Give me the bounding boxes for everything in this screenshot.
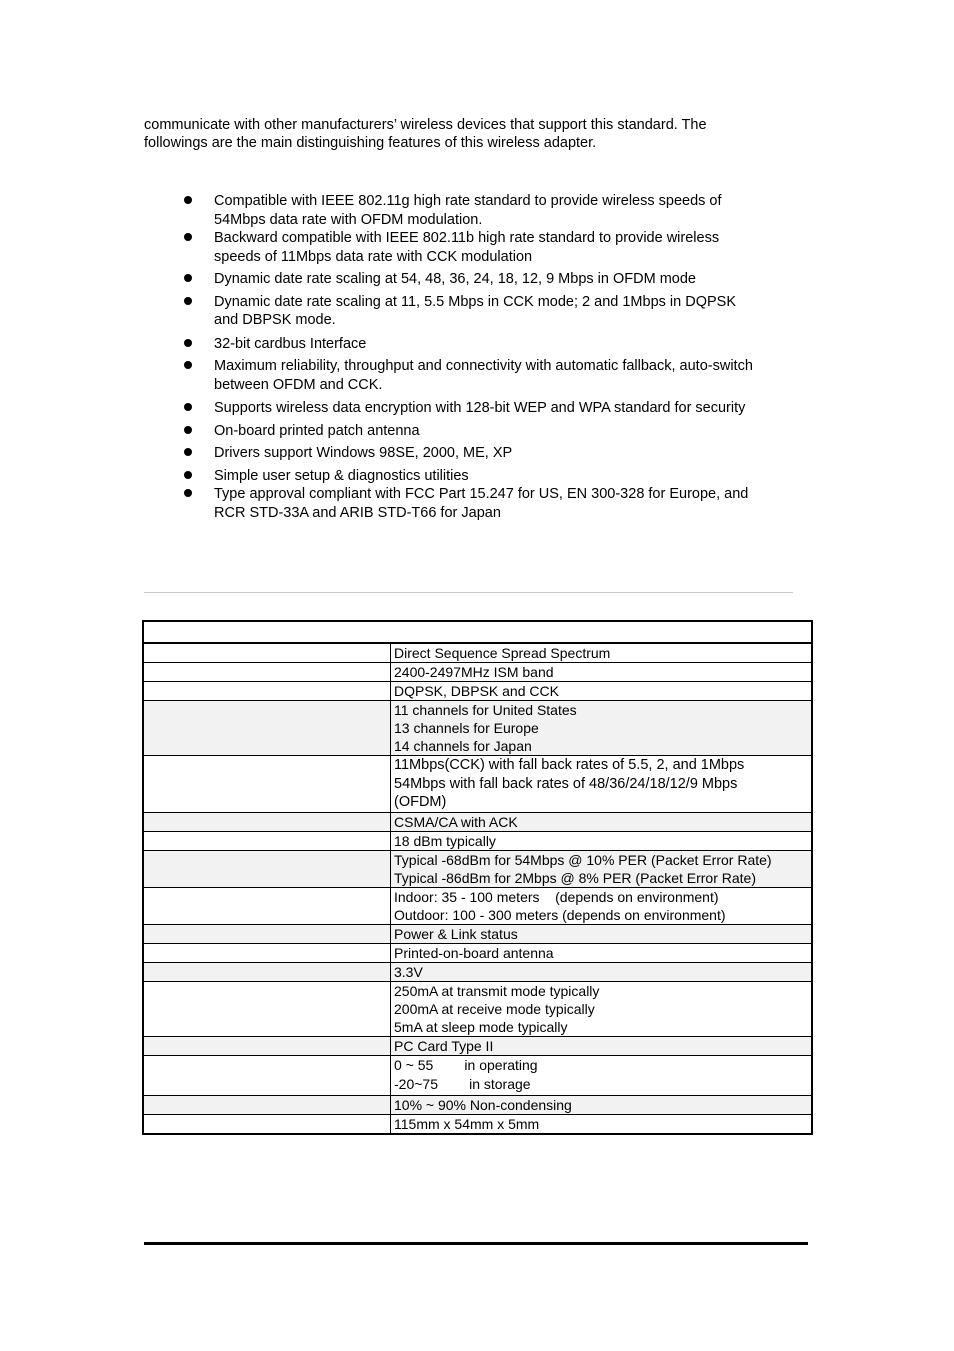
intro-line-1: communicate with other manufacturers’ wireless devices that support this standard. The — [144, 117, 707, 133]
table-row: 3.3V — [143, 962, 812, 981]
feature-item: Drivers support Windows 98SE, 2000, ME, XP — [180, 444, 820, 463]
feature-item: Maximum reliability, throughput and connectivity with automatic fallback, auto-switch between OFDM and CCK. — [180, 357, 820, 394]
table-row: 11Mbps(CCK) with fall back rates of 5.5, 2, and 1Mbps 54Mbps with fall back rates of 48/36/24/18/12/9 Mbps (OFDM) — [143, 756, 812, 813]
table-row: 18 dBm typically — [143, 831, 812, 850]
feature-item: Supports wireless data encryption with 128-bit WEP and WPA standard for security — [180, 399, 820, 418]
footer-rule — [144, 1242, 808, 1245]
table-row: CSMA/CA with ACK — [143, 812, 812, 831]
table-row: 250mA at transmit mode typically 200mA at receive mode typically 5mA at sleep mode typically — [143, 981, 812, 1036]
feature-item: On-board printed patch antenna — [180, 422, 820, 441]
intro-paragraph — [144, 116, 824, 152]
table-row: PC Card Type II — [143, 1036, 812, 1055]
feature-item: 32-bit cardbus Interface — [180, 335, 820, 354]
table-row: 11 channels for United States 13 channels for Europe 14 channels for Japan — [143, 701, 812, 756]
feature-list — [180, 192, 820, 522]
feature-item: Type approval compliant with FCC Part 15.247 for US, EN 300-328 for Europe, and RCR STD-33A and ARIB STD-T66 for Japan — [180, 485, 820, 522]
feature-item: Simple user setup & diagnostics utilities — [180, 467, 820, 486]
table-row: 10% ~ 90% Non-condensing — [143, 1095, 812, 1114]
table-header-row — [143, 621, 812, 643]
specification-table — [142, 620, 813, 1135]
feature-item: Backward compatible with IEEE 802.11b high rate standard to provide wireless speeds of 11Mbps data rate with CCK modulation — [180, 229, 820, 266]
feature-item: Dynamic date rate scaling at 54, 48, 36, 24, 18, 12, 9 Mbps in OFDM mode — [180, 270, 820, 289]
table-row: 2400-2497MHz ISM band — [143, 663, 812, 682]
table-row: Typical -68dBm for 54Mbps @ 10% PER (Packet Error Rate) Typical -86dBm for 2Mbps @ 8% PER (Packet Error Rate) — [143, 850, 812, 887]
table-row: Indoor: 35 - 100 meters (depends on environment) Outdoor: 100 - 300 meters (depends on environment) — [143, 887, 812, 924]
section-divider — [144, 592, 793, 593]
intro-line-2: followings are the main distinguishing features of this wireless adapter. — [144, 135, 597, 151]
feature-item: Compatible with IEEE 802.11g high rate standard to provide wireless speeds of 54Mbps data rate with OFDM modulation. — [180, 192, 820, 229]
table-row: 0 ~ 55 in operating -20~75 in storage — [143, 1055, 812, 1095]
table-row: DQPSK, DBPSK and CCK — [143, 682, 812, 701]
table-row: Printed-on-board antenna — [143, 943, 812, 962]
table-row: Power & Link status — [143, 924, 812, 943]
feature-item: Dynamic date rate scaling at 11, 5.5 Mbps in CCK mode; 2 and 1Mbps in DQPSK and DBPSK mode. — [180, 293, 820, 330]
table-row: Direct Sequence Spread Spectrum — [143, 643, 812, 663]
table-row: 115mm x 54mm x 5mm — [143, 1114, 812, 1134]
